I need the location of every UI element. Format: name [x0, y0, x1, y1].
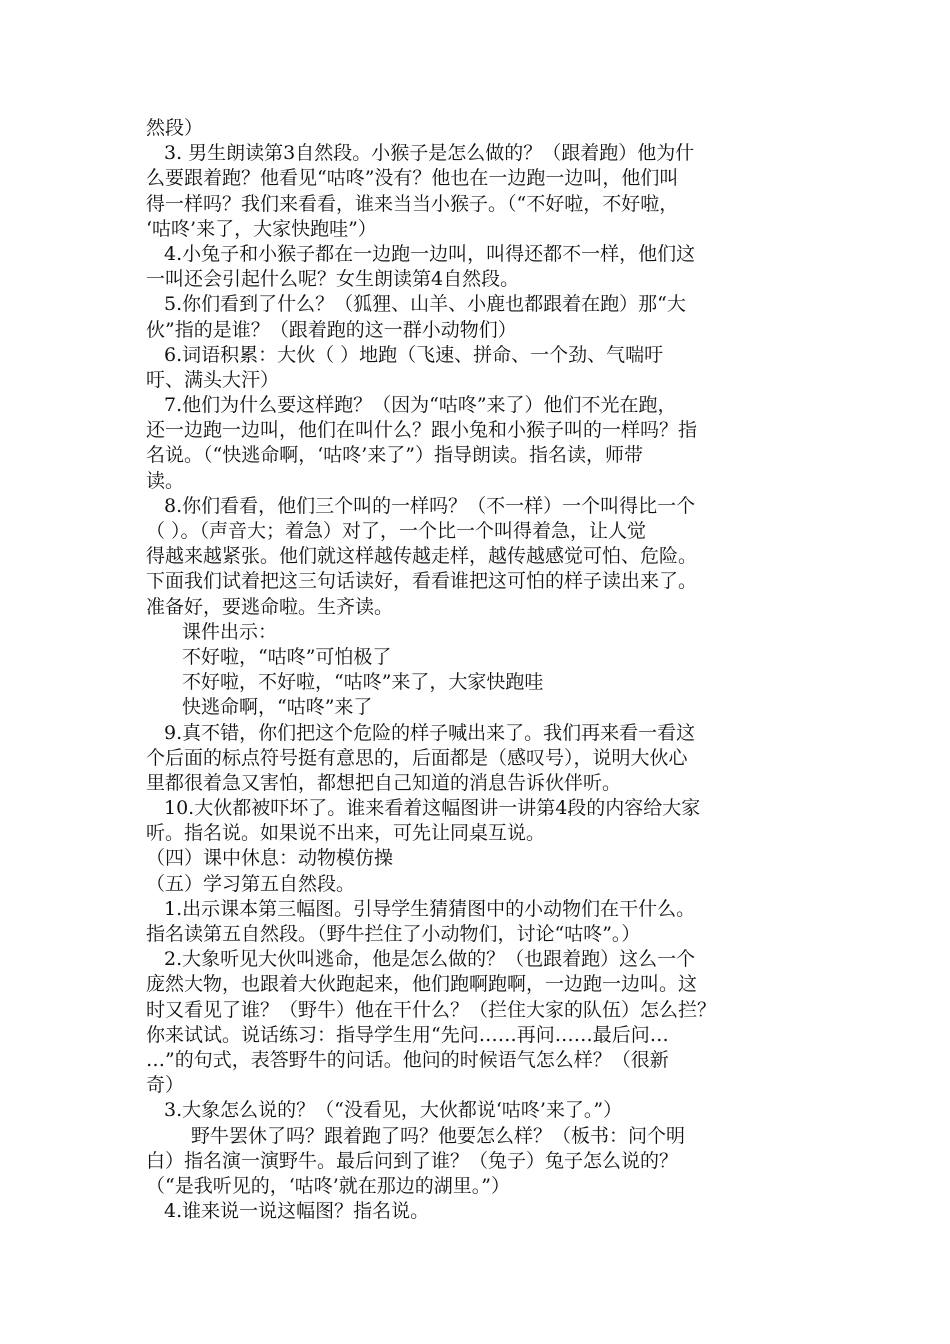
text-line: 5.你们看到了什么？（狐狸、山羊、小鹿也都跟着在跑）那“大: [164, 293, 686, 316]
text-line: 时又看见了谁？（野牛）他在干什么？（拦住大家的队伍）怎么拦？: [146, 998, 717, 1021]
text-line: 9.真不错，你们把这个危险的样子喊出来了。我们再来看一看这: [164, 721, 696, 744]
document-page: [146, 116, 810, 1224]
text-line: 还一边跑一边叫，他们在叫什么？跟小兔和小猴子叫的一样吗？指: [146, 419, 698, 442]
text-line: 3. 男生朗读第3自然段。小猴子是怎么做的？（跟着跑）他为什: [164, 142, 695, 165]
text-line: 不好啦，不好啦，“咕咚”来了，大家快跑哇: [182, 671, 544, 694]
text-line: 指名读第五自然段。（野牛拦住了小动物们，讨论“咕咚”。）: [146, 923, 641, 945]
text-line: 4.小兔子和小猴子都在一边跑一边叫，叫得还都不一样，他们这: [164, 242, 696, 265]
text-line: 7.他们为什么要这样跑？（因为“咕咚”来了）他们不光在跑，: [164, 394, 677, 417]
text-line: 1.出示课本第三幅图。引导学生猜猜图中的小动物们在干什么。: [164, 897, 696, 920]
text-line: 得越来越紧张。他们就这样越传越走样，越传越感觉可怕、危险。: [146, 545, 698, 568]
text-line: ‘咕咚’来了，大家快跑哇”）: [146, 217, 377, 240]
text-line: 3.大象怎么说的？（“没看见，大伙都说‘咕咚’来了。”）: [164, 1099, 623, 1122]
text-line: （四）课中休息：动物模仿操: [146, 847, 394, 870]
text-line: 不好啦，“咕咚”可怕极了: [182, 645, 392, 668]
text-line: 庞然大物，也跟着大伙跑起来，他们跑啊跑啊，一边跑一边叫。这: [146, 973, 698, 996]
text-line: 吁、满头大汗）: [146, 368, 280, 391]
text-line: 读。: [146, 469, 185, 492]
text-line: 听。指名说。如果说不出来，可先让同桌互说。: [146, 822, 546, 845]
text-line: 一叫还会引起什么呢？女生朗读第4自然段。: [146, 268, 520, 291]
text-line: （ ）。（声音大；着急）对了，一个比一个叫得着急，让人觉: [146, 520, 647, 542]
text-line: 名说。（“快逃命啊，‘咕咚’来了”）指导朗读。指名读，师带: [146, 444, 644, 467]
text-line: 准备好，要逃命啦。生齐读。: [146, 595, 394, 618]
text-line: 8.你们看看，他们三个叫的一样吗？（不一样）一个叫得比一个: [164, 494, 696, 517]
text-line: 你来试试。说话练习：指导学生用“先问……再问……最后问…: [146, 1023, 669, 1046]
text-line: 里都很着急又害怕，都想把自己知道的消息告诉伙伴听。: [146, 771, 622, 794]
text-line: 快逃命啊，“咕咚”来了: [182, 696, 373, 719]
text-line: 个后面的标点符号挺有意思的，后面都是（感叹号），说明大伙心: [146, 746, 688, 769]
text-line: 4.谁来说一说这幅图？指名说。: [164, 1200, 430, 1223]
text-line: 2.大象听见大伙叫逃命，他是怎么做的？（也跟着跑）这么一个: [164, 948, 696, 971]
text-line: 么要跟着跑？他看见“咕咚”没有？他也在一边跑一边叫，他们叫: [146, 167, 679, 190]
text-line: 奇）: [146, 1074, 185, 1097]
text-line: …”的句式，表答野牛的问话。他问的时候语气怎么样？（很新: [146, 1048, 669, 1071]
text-line: 然段）: [146, 117, 204, 139]
text-line: 下面我们试着把这三句话读好，看看谁把这可怕的样子读出来了。: [146, 570, 698, 593]
text-line: 6.词语积累：大伙（ ）地跑（飞速、拼命、一个劲、气喘吁: [164, 343, 664, 366]
text-line: （五）学习第五自然段。: [146, 872, 356, 895]
text-line: 得一样吗？我们来看看，谁来当当小猴子。（“不好啦，不好啦，: [146, 192, 679, 215]
text-line: 伙”指的是谁？（跟着跑的这一群小动物们）: [146, 318, 517, 341]
text-line: （“是我听见的，‘咕咚’就在那边的湖里。”）: [146, 1174, 511, 1197]
text-line: 10.大伙都被吓坏了。谁来看着这幅图讲一讲第4段的内容给大家: [164, 797, 701, 820]
text-line: 课件出示：: [182, 620, 278, 643]
text-line: 野牛罢休了吗？跟着跑了吗？他要怎么样？（板书：问个明: [191, 1124, 686, 1147]
text-line: 白）指名演一演野牛。最后问到了谁？（兔子）兔子怎么说的？: [146, 1149, 679, 1172]
